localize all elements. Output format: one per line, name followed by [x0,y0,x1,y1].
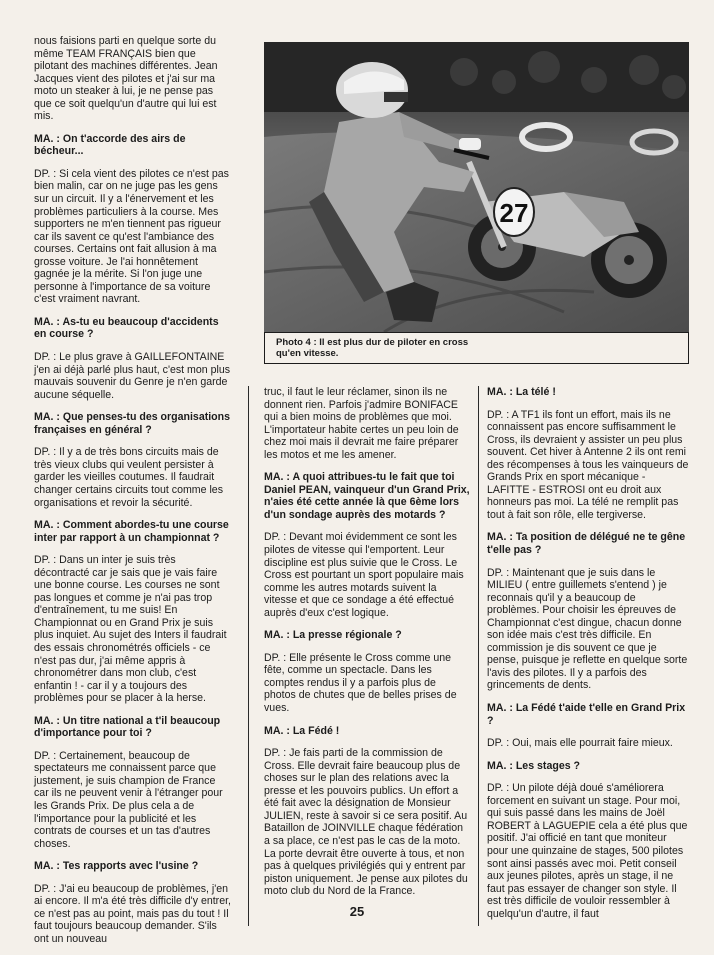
number-plate: 27 [499,198,529,228]
motocross-photo [264,42,689,332]
text-column-right [487,386,689,930]
column-divider-right [478,386,479,926]
interview-answer: DP. : A TF1 ils font un effort, mais ils ne connaissent pas encore suffisamment le Cross, ils devraient y assister un peu plus souvent. Cet hiver à Antenne 2 ils ont remi des récompenses à tous les vainqueurs de Grands Prix en sport mécanique - LAFITTE - ESTROSI ont eu droit aux honneurs pas moi. La télé ne remplit pas tout à fait son rôle, elle tergiverse. [487,408,689,521]
interview-answer: DP. : Dans un inter je suis très décontracté car je sais que je vais faire une bonne course. Les courses ne sont pas longues et comme je n'ai pas trop d'entraînement, tu me suis! En Championnat ou en Grand Prix je suis plus inquiet. Au sujet des Inters il faudrait des essais chronométrés officiels - ce n'est pas dur, j'ai même appris à chronométrer dans mon club, c'est enfantin ! - car il y a toujours des problèmes pour se placer à la herse. [34,554,227,705]
photo-caption: Photo 4 : Il est plus dur de piloter en cross qu'en vitesse. [276,337,469,359]
interview-question: MA. : La presse régionale ? [264,629,402,642]
interview-answer: DP. : Si cela vient des pilotes ce n'est pas bien malin, car on ne juge pas les gens sur un circuit. Il y a l'énervement et les problèmes particuliers à la course. Mes supporters ne m'en tiennent pas rigueur car ils savent ce qu'est l'ambiance des courses. Certains ont fait allusion à ma grosse voiture. Je l'ai honnêtement gagnée je la mérite. Si l'on juge une personne à l'importance de sa voiture c'est vraiment navrant. [34,167,229,306]
interview-answer: DP. : Oui, mais elle pourrait faire mieux. [487,737,673,750]
photo-caption-box [264,332,689,364]
interview-question: MA. : Que penses-tu des organisations françaises en général ? [34,411,231,436]
interview-answer: truc, il faut le leur réclamer, sinon ils ne donnent rien. Parfois j'admire BONIFACE qui a bien moins de problèmes que moi. L'importateur habite certes un peu loin de chez moi mais il devrait me faire préparer les motos et me les amener. [264,386,459,461]
interview-answer: DP. : Maintenant que je suis dans le MILIEU ( entre guillemets s'entend ) je reconnais qu'il y a beaucoup de problèmes. Pour choisir les épreuves de Championnat c'est dingue, chacun donne son idée mais c'est très difficile. En commission je dis souvent ce que je pense, puisque je reflette en quelque sorte l'avis des pilotes. Il y a parfois des grincements de dents. [487,566,688,692]
interview-answer: DP. : Elle présente le Cross comme une fête, comme un spectacle. Dans les comptes rendus il y a parfois plus de photos de chutes que de belles prises de vues. [264,651,457,715]
interview-question: MA. : Tes rapports avec l'usine ? [34,860,199,873]
interview-answer: DP. : Je fais parti de la commission de Cross. Elle devrait faire beaucoup plus de choses sur le plan des relations avec la presse et les pouvoirs publics. Un effort a été fait avec la désignation de Monsieur JULIEN, reste à savoir si ce sera positif. Au Bataillon de JOINVILLE chaque fédération a sa place, ce n'est pas le cas de la moto. La porte devrait être ouverte à tous, et non pas à quelques privilégiés qui y entrent par piston uniquement. Je pense aux pilotes du moto club du Nord de la France. [264,747,468,898]
interview-question: MA. : Un titre national a t'il beaucoup d'importance pour toi ? [34,714,221,740]
interview-question: MA. : Ta position de délégué ne te gêne t'elle pas ? [487,531,686,557]
page-number: 25 [349,904,365,919]
interview-answer: DP. : Devant moi évidemment ce sont les pilotes de vitesse qui l'emportent. Leur discipline est plus suivie que le Cross. Le Cross est pourtant un sport populaire mais comme les autres motards suivent la vitesse et que ce sondage a été effectué auprès d'eux c'est logique. [264,531,464,619]
interview-answer: DP. : Le plus grave à GAILLEFONTAINE j'en ai déjà parlé plus haut, c'est mon plus mauvais souvenir du Genre je n'en garde aucune séquelle. [34,351,231,401]
interview-answer: DP. : J'ai eu beaucoup de problèmes, j'en ai encore. Il m'a été très difficile d'y entrer, ce n'est pas au point, mais pas du tout ! Il faut toujours beaucoup demander. S'ils ont un nouveau [34,882,231,945]
text-column-middle [264,386,470,908]
interview-question: MA. : A quoi attribues-tu le fait que toi Daniel PEAN, vainqueur d'un Grand Prix, n'aies été cette année là que 6ème lors d'un sondage auprès des motards ? [264,471,470,521]
text-column-left [34,35,232,955]
interview-question: MA. : As-tu eu beaucoup d'accidents en course ? [34,315,219,341]
interview-question: MA. : Les stages ? [487,759,581,772]
interview-question: MA. : On t'accorde des airs de bécheur... [34,132,186,158]
motocross-rider-illustration [264,42,689,332]
interview-answer: nous faisions parti en quelque sorte du même TEAM FRANÇAIS bien que pilotant des machines différentes. Jean Jacques vient des pilotes et j'ai sur ma moto un steaker à lui, je ne pense pas que ce soit quelqu'un d'autre qui lui est mis. [34,35,218,123]
interview-question: MA. : La télé ! [487,386,556,398]
interview-question: MA. : La Fédé ! [264,724,340,737]
interview-question: MA. : Comment abordes-tu une course inter par rapport à un championnat ? [34,519,229,544]
interview-answer: DP. : Il y a de très bons circuits mais de très vieux clubs qui veulent persister à garder les vieilles coutumes. Il faudrait changer certains circuits tout comme les organisations et revoir la sécurité. [34,446,223,509]
interview-answer: DP. : Un pilote déjà doué s'améliorera forcement en suivant un stage. Pour moi, qui suis passé dans les mains de Joël ROBERT à LAGUEPIE cela a été plus que positif. J'ai officié en tant que moniteur pour une quinzaine de stages, 500 pilotes sont ainsi passés avec moi. Petit conseil aux jeunes pilotes, après un stage, il ne faut pas essayer de changer son style. Il est très difficile de vouloir ressembler à quelqu'un d'autre, il faut [487,782,688,920]
interview-answer: DP. : Certainement, beaucoup de spectateurs me connaissent parce que justement, je suis champion de France car ils ne peuvent venir à l'étranger pour les Grands Prix. De plus cela a de l'importance pour la publicité et les contrats de courses et un tas d'autres choses. [34,749,223,850]
column-divider-left [248,386,249,926]
interview-question: MA. : La Fédé t'aide t'elle en Grand Prix ? [487,702,686,727]
